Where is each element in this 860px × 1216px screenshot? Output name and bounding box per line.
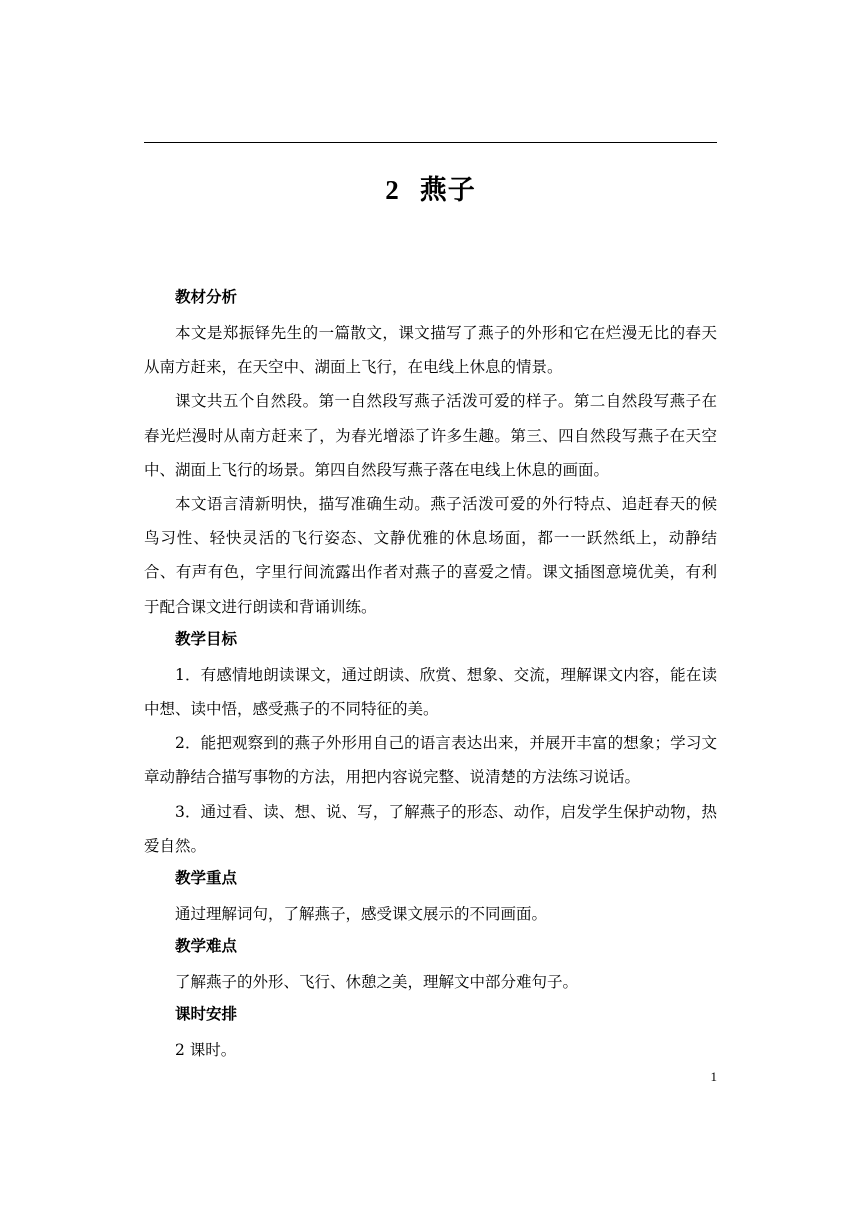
body-paragraph: 2 课时。: [175, 1041, 237, 1060]
body-paragraph: 1．有感情地朗读课文，通过朗读、欣赏、想象、交流，理解课文内容，能在读中想、读中悟，感受燕子的不同特征的美。: [144, 665, 717, 719]
header-rule: [144, 142, 717, 143]
document-body: [144, 282, 717, 1068]
body-paragraph: 了解燕子的外形、飞行、休憩之美，理解文中部分难句子。: [175, 973, 579, 992]
body-paragraph: 通过理解词句，了解燕子，感受课文展示的不同画面。: [175, 905, 548, 924]
section-heading: 课时安排: [175, 1005, 238, 1024]
lesson-title: 燕子: [419, 175, 476, 206]
section-heading: 教学重点: [175, 869, 238, 888]
page-number: 1: [710, 1069, 717, 1084]
body-paragraph: 本文语言清新明快，描写准确生动。燕子活泼可爱的外行特点、追赶春天的候鸟习性、轻快灵活的飞行姿态、文静优雅的休息场面，都一一跃然纸上，动静结合、有声有色，字里行间流露出作者对燕子的喜爱之情。课文插图意境优美，有利于配合课文进行朗读和背诵训练。: [144, 495, 717, 616]
body-paragraph: 2．能把观察到的燕子外形用自己的语言表达出来，并展开丰富的想象；学习文章动静结合描写事物的方法，用把内容说完整、说清楚的方法练习说话。: [144, 734, 717, 787]
section-heading: 教材分析: [175, 288, 238, 306]
body-paragraph: 3．通过看、读、想、说、写，了解燕子的形态、动作，启发学生保护动物，热爱自然。: [144, 802, 717, 855]
section-heading: 教学难点: [175, 937, 238, 956]
page-title: [144, 168, 717, 207]
section-heading: 教学目标: [175, 629, 238, 648]
body-paragraph: 课文共五个自然段。第一自然段写燕子活泼可爱的样子。第二自然段写燕子在春光烂漫时从南方赶来了，为春光增添了许多生趣。第三、四自然段写燕子在天空中、湖面上飞行的场景。第四自然段写燕子落在电线上休息的画面。: [144, 392, 717, 479]
lesson-number: 2: [385, 175, 400, 205]
body-paragraph: 本文是郑振铎先生的一篇散文，课文描写了燕子的外形和它在烂漫无比的春天从南方赶来，在天空中、湖面上飞行，在电线上休息的情景。: [144, 324, 717, 377]
